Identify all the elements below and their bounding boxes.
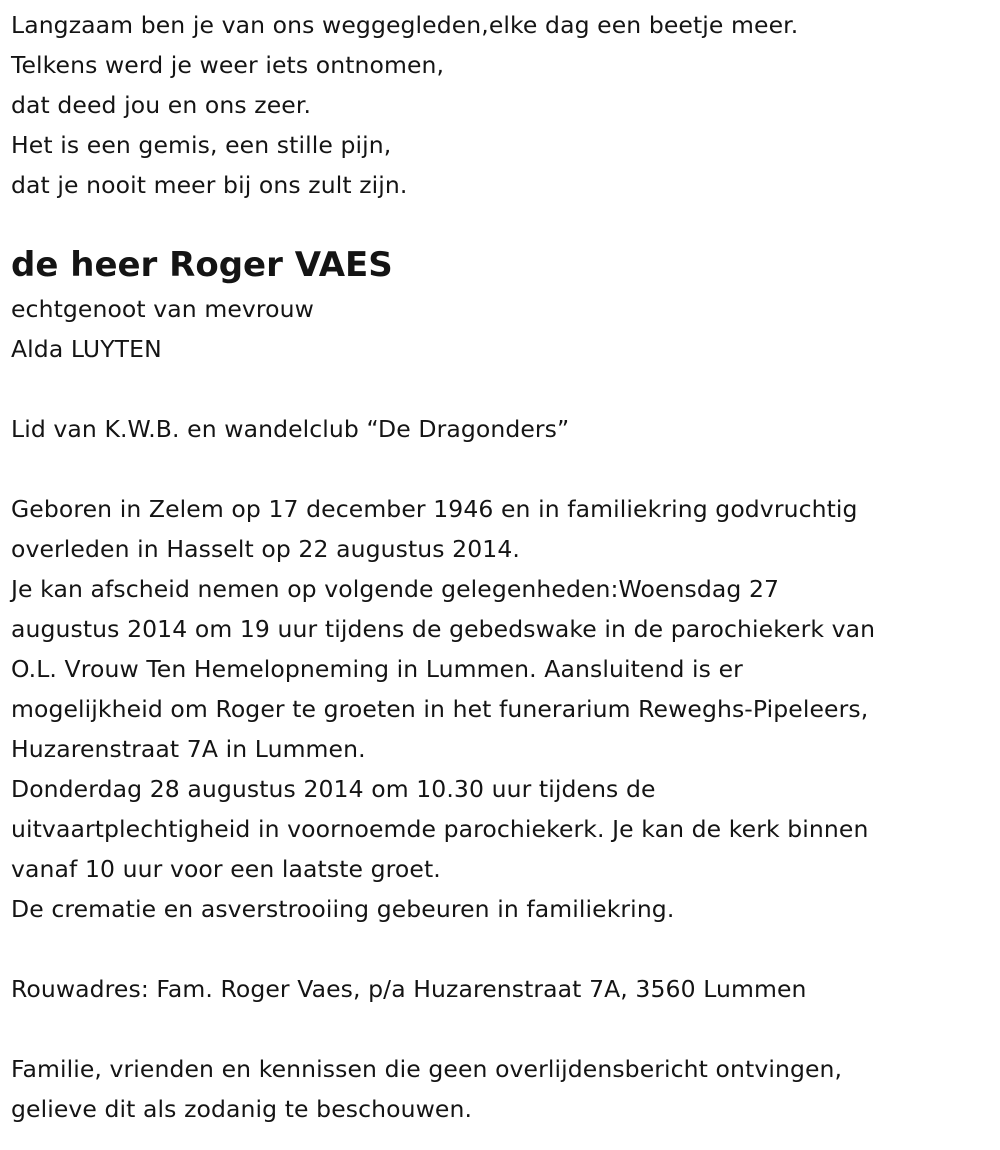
details: [11, 489, 993, 929]
poem-line: Het is een gemis, een stille pijn,: [11, 131, 392, 159]
details-line: Geboren in Zelem op 17 december 1946 en in familiekring godvruchtig: [11, 495, 858, 523]
spouse-relation: echtgenoot van mevrouw: [11, 295, 314, 323]
poem-line: Langzaam ben je van ons weggegleden,elke dag een beetje meer.: [11, 11, 799, 39]
details-line: mogelijkheid om Roger te groeten in het funerarium Reweghs-Pipeleers,: [11, 695, 869, 723]
details-line: Donderdag 28 augustus 2014 om 10.30 uur tijdens de: [11, 775, 656, 803]
mourning-address: Rouwadres: Fam. Roger Vaes, p/a Huzarenstraat 7A, 3560 Lummen: [11, 975, 807, 1003]
poem-line: dat deed jou en ons zeer.: [11, 91, 312, 119]
spacer: [11, 929, 993, 969]
details-line: uitvaartplechtigheid in voornoemde parochiekerk. Je kan de kerk binnen: [11, 815, 869, 843]
details-line: Huzarenstraat 7A in Lummen.: [11, 735, 366, 763]
details-line: augustus 2014 om 19 uur tijdens de gebedswake in de parochiekerk van: [11, 615, 876, 643]
spouse-name: Alda LUYTEN: [11, 335, 162, 363]
spacer: [11, 369, 993, 409]
details-line: O.L. Vrouw Ten Hemelopneming in Lummen. Aansluitend is er: [11, 655, 743, 683]
closing-note: [11, 1049, 993, 1129]
details-line: Je kan afscheid nemen op volgende gelegenheden:Woensdag 27: [11, 575, 780, 603]
membership: Lid van K.W.B. en wandelclub “De Dragonders”: [11, 415, 570, 443]
spacer: [11, 449, 993, 489]
closing-line: gelieve dit als zodanig te beschouwen.: [11, 1095, 473, 1123]
poem-line: Telkens werd je weer iets ontnomen,: [11, 51, 445, 79]
details-line: overleden in Hasselt op 22 augustus 2014.: [11, 535, 520, 563]
spacer: [11, 1009, 993, 1049]
closing-line: Familie, vrienden en kennissen die geen overlijdensbericht ontvingen,: [11, 1055, 843, 1083]
poem-line: dat je nooit meer bij ons zult zijn.: [11, 171, 408, 199]
obituary-notice: [11, 5, 993, 1129]
deceased-name: de heer Roger VAES: [11, 245, 393, 285]
details-line: vanaf 10 uur voor een laatste groet.: [11, 855, 441, 883]
details-line: De crematie en asverstrooiing gebeuren in familiekring.: [11, 895, 675, 923]
poem: [11, 5, 993, 205]
